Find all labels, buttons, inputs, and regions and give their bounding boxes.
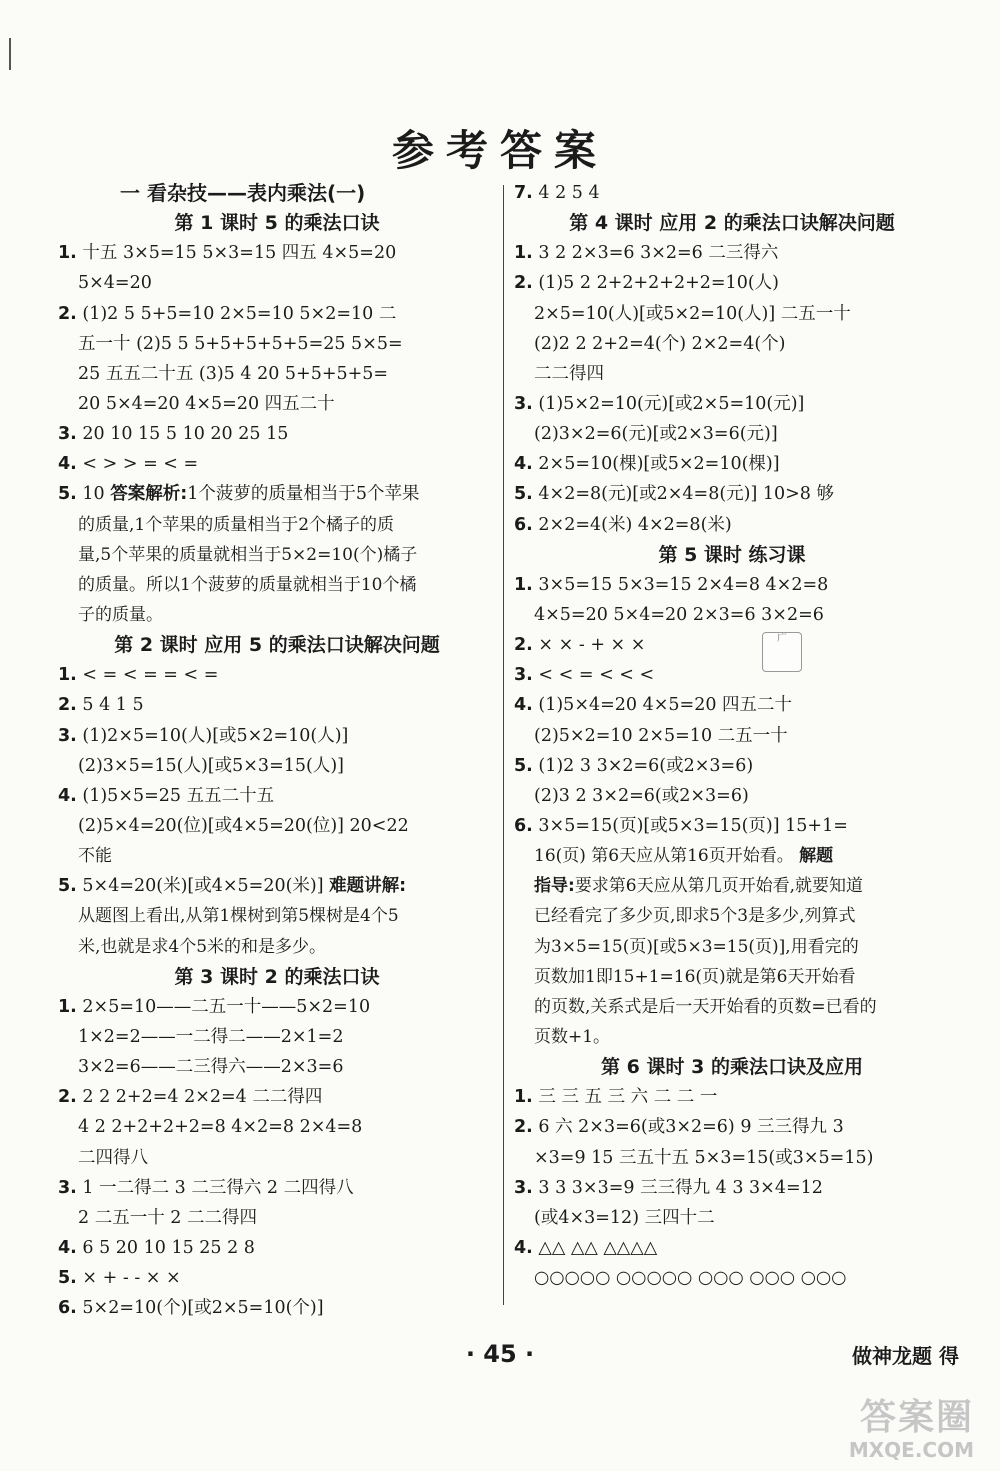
question-number: 1. xyxy=(514,243,533,264)
explanation-line xyxy=(58,600,496,630)
answer-line xyxy=(514,178,950,208)
answer-continuation xyxy=(514,781,950,811)
watermark-logo-url: MXQE.COM xyxy=(848,1438,974,1462)
explanation-line xyxy=(58,901,496,931)
answer-text: 二四得八 xyxy=(78,1147,148,1168)
answer-text: 6 六 2×3=6(或3×2=6) 9 三三得九 3 xyxy=(532,1117,844,1138)
explanation-line xyxy=(58,570,496,600)
answer-continuation xyxy=(514,359,950,389)
explanation-line xyxy=(514,932,950,962)
answer-text: 5×4=20(米)[或4×5=20(米)] xyxy=(76,876,330,897)
explanation-text: 从题图上看出,从第1棵树到第5棵树是4个5 xyxy=(78,906,399,927)
question-number: 6. xyxy=(58,1298,77,1319)
brand-text: 做神龙题 得 xyxy=(852,1344,959,1368)
lesson-heading xyxy=(58,962,496,992)
question-number: 3. xyxy=(58,725,77,746)
answer-line xyxy=(514,238,950,268)
answer-line xyxy=(58,1233,496,1263)
question-number: 3. xyxy=(58,1177,77,1198)
explanation-text: 的质量。所以1个菠萝的质量就相当于10个橘 xyxy=(78,574,417,595)
question-number: 5. xyxy=(58,1268,77,1289)
right-column xyxy=(514,178,950,1293)
question-number: 1. xyxy=(514,1087,533,1108)
answer-text: (2)3×5=15(人)[或5×3=15(人)] xyxy=(78,755,344,776)
answer-text: 5×2=10(个)[或2×5=10(个)] xyxy=(76,1298,324,1319)
lesson-heading xyxy=(514,1052,950,1082)
answer-text: 3×5=15 5×3=15 2×4=8 4×2=8 xyxy=(532,574,829,595)
question-number: 3. xyxy=(514,393,533,414)
answer-line xyxy=(514,660,950,690)
question-number: 5. xyxy=(514,484,533,505)
explanation-text: 的质量,1个苹果的质量相当于2个橘子的质 xyxy=(78,514,395,535)
answer-text: 十五 3×5=15 5×3=15 四五 4×5=20 xyxy=(76,243,397,264)
explanation-text: 16(页) 第6天应从第16页开始看。 xyxy=(534,846,800,867)
answer-text: 10 xyxy=(76,484,111,505)
answer-line xyxy=(58,238,496,268)
answer-text: 4×2=8(元)[或2×4=8(元)] 10>8 够 xyxy=(532,484,835,505)
lesson-heading-text: 第 6 课时 3 的乘法口诀及应用 xyxy=(601,1056,863,1079)
answer-line xyxy=(58,781,496,811)
lesson-heading-text: 第 3 课时 2 的乘法口诀 xyxy=(174,965,380,988)
answer-continuation xyxy=(58,268,496,298)
answer-text: (2)5×4=20(位)[或4×5=20(位)] 20<22 xyxy=(78,815,409,836)
lesson-heading-text: 第 4 课时 应用 2 的乘法口诀解决问题 xyxy=(569,212,895,235)
answer-continuation xyxy=(58,359,496,389)
answer-line xyxy=(58,660,496,690)
answer-continuation xyxy=(58,389,496,419)
answer-text: 4 2 5 4 xyxy=(532,183,600,203)
explanation-line xyxy=(58,932,496,962)
answer-line xyxy=(58,419,496,449)
question-number: 6. xyxy=(514,514,533,535)
answer-continuation xyxy=(58,1143,496,1173)
answer-text: 20 5×4=20 4×5=20 四五二十 xyxy=(78,393,335,414)
question-number: 3. xyxy=(58,424,77,445)
answer-continuation xyxy=(514,600,950,630)
answer-text: (1)5 2 2+2+2+2+2=10(人) xyxy=(532,273,779,294)
answer-text: (1)5×5=25 五五二十五 xyxy=(76,785,275,806)
page-number: · 45 · xyxy=(465,1340,535,1368)
explanation-text: 为3×5=15(页)[或5×3=15(页)],用看完的 xyxy=(534,936,859,957)
answer-line xyxy=(514,479,950,509)
answer-continuation xyxy=(58,1052,496,1082)
answer-text: 1×2=2——一二得二——2×1=2 xyxy=(78,1026,344,1047)
explanation-label: 指导: xyxy=(534,876,575,897)
answer-text: < = < = = < = xyxy=(76,665,219,686)
unit-heading xyxy=(58,178,496,208)
question-number: 1. xyxy=(58,665,77,686)
explanation-label: 解题 xyxy=(799,846,834,867)
column-divider xyxy=(503,185,504,1305)
question-number: 1. xyxy=(514,574,533,595)
answer-text: < > > = < = xyxy=(76,454,199,475)
answer-text: (1)2 3 3×2=6(或2×3=6) xyxy=(532,755,754,776)
answer-line xyxy=(58,1173,496,1203)
explanation-text: 米,也就是求4个5米的和是多少。 xyxy=(78,936,327,957)
question-number: 2. xyxy=(58,1087,77,1108)
page-title: 参考答案 xyxy=(391,126,608,175)
answer-line xyxy=(514,1173,950,1203)
answer-text: △△ △△ △△△△ xyxy=(532,1237,658,1258)
answer-text: 2×5=10——二五一十——5×2=10 xyxy=(76,996,371,1017)
answer-text: (1)5×2=10(元)[或2×5=10(元)] xyxy=(532,393,805,414)
answer-line xyxy=(514,449,950,479)
answer-line xyxy=(514,811,950,841)
answer-text: 4 2 2+2+2+2=8 4×2=8 2×4=8 xyxy=(78,1117,363,1138)
answer-text: 25 五五二十五 (3)5 4 20 5+5+5+5= xyxy=(78,363,389,384)
unit-heading-text: 一 看杂技——表内乘法(一) xyxy=(120,181,366,205)
answer-text: 2×5=10(棵)[或5×2=10(棵)] xyxy=(532,454,780,475)
answer-text: 5×4=20 xyxy=(78,273,152,294)
answer-continuation xyxy=(58,1203,496,1233)
answer-continuation xyxy=(58,1022,496,1052)
answer-text: 2×5=10(人)[或5×2=10(人)] 二五一十 xyxy=(534,303,851,324)
lesson-heading-text: 第 1 课时 5 的乘法口诀 xyxy=(174,212,380,235)
answer-line xyxy=(58,299,496,329)
answer-line xyxy=(58,449,496,479)
explanation-text: 已经看完了多少页,即求5个3是多少,列算式 xyxy=(534,906,856,927)
explanation-line xyxy=(514,901,950,931)
answer-line xyxy=(514,510,950,540)
question-number: 3. xyxy=(514,1177,533,1198)
explanation-line xyxy=(514,841,950,871)
lesson-heading xyxy=(514,540,950,570)
stamp-watermark xyxy=(762,632,802,672)
answer-continuation xyxy=(514,419,950,449)
explanation-label: 难题讲解: xyxy=(329,876,407,897)
question-number: 4. xyxy=(58,785,77,806)
answer-text: 3×5=15(页)[或5×3=15(页)] 15+1= xyxy=(532,815,848,836)
explanation-line xyxy=(58,540,496,570)
answer-text: 二二得四 xyxy=(534,363,604,384)
answer-line xyxy=(514,1112,950,1142)
answer-line xyxy=(514,690,950,720)
answer-text: (1)2 5 5+5=10 2×5=10 5×2=10 二 xyxy=(76,303,397,324)
answer-line xyxy=(514,630,950,660)
answer-continuation xyxy=(58,811,496,841)
answer-text: < < = < < < xyxy=(532,665,655,686)
explanation-label: 答案解析: xyxy=(110,484,188,505)
answer-text: 1 一二得二 3 二三得六 2 二四得八 xyxy=(76,1177,354,1198)
answer-text: 6 5 20 10 15 25 2 8 xyxy=(76,1237,255,1258)
answer-text: 3 2 2×3=6 3×2=6 二三得六 xyxy=(532,243,779,264)
explanation-text: 页数加1即15+1=16(页)就是第6天开始看 xyxy=(534,966,856,987)
explanation-line xyxy=(58,510,496,540)
question-number: 4. xyxy=(58,454,77,475)
answer-text: (2)3 2 3×2=6(或2×3=6) xyxy=(534,785,749,806)
answer-continuation xyxy=(514,1143,950,1173)
answer-text: ×3=9 15 三五十五 5×3=15(或3×5=15) xyxy=(534,1147,874,1168)
question-number: 7. xyxy=(514,183,533,203)
margin-mark xyxy=(9,38,11,70)
explanation-text: 子的质量。 xyxy=(78,604,163,625)
answer-text: (2)3×2=6(元)[或2×3=6(元)] xyxy=(534,424,778,445)
answer-continuation xyxy=(58,329,496,359)
question-number: 4. xyxy=(58,1237,77,1258)
answer-line xyxy=(514,268,950,298)
explanation-text: 的页数,关系式是后一天开始看的页数=已看的 xyxy=(534,996,877,1017)
answer-text: 2×2=4(米) 4×2=8(米) xyxy=(532,514,732,535)
question-number: 1. xyxy=(58,243,77,264)
question-number: 2. xyxy=(514,273,533,294)
answer-text: 3×2=6——二三得六——2×3=6 xyxy=(78,1057,344,1078)
question-number: 2. xyxy=(514,1117,533,1138)
answer-text: 2 2 2+2=4 2×2=4 二二得四 xyxy=(76,1087,323,1108)
answer-line xyxy=(514,751,950,781)
explanation-text: 1个菠萝的质量相当于5个苹果 xyxy=(187,484,420,505)
answer-text: 20 10 15 5 10 20 25 15 xyxy=(76,424,289,445)
question-number: 4. xyxy=(514,1237,533,1258)
question-number: 1. xyxy=(58,996,77,1017)
question-number: 6. xyxy=(514,815,533,836)
answer-text: (1)5×4=20 4×5=20 四五二十 xyxy=(532,695,793,716)
answer-text: 3 3 3×3=9 三三得九 4 3 3×4=12 xyxy=(532,1177,823,1198)
answer-line xyxy=(514,1082,950,1112)
answer-line xyxy=(58,1263,496,1293)
explanation-line xyxy=(514,1022,950,1052)
question-number: 2. xyxy=(58,303,77,324)
watermark-logo-main: 答案圈 xyxy=(859,1398,974,1438)
answer-line xyxy=(58,871,496,901)
lesson-heading-text: 第 2 课时 应用 5 的乘法口诀解决问题 xyxy=(114,634,440,657)
explanation-line xyxy=(514,871,950,901)
explanation-text: 要求第6天应从第几页开始看,就要知道 xyxy=(574,876,864,897)
answer-text: 三 三 五 三 六 二 二 一 xyxy=(532,1087,718,1108)
answer-text: (1)2×5=10(人)[或5×2=10(人)] xyxy=(76,725,349,746)
stamp-text: 广 xyxy=(777,633,787,644)
answer-text: (2)5×2=10 2×5=10 二五一十 xyxy=(534,725,788,746)
lesson-heading xyxy=(58,630,496,660)
question-number: 2. xyxy=(514,635,533,656)
lesson-heading xyxy=(514,208,950,238)
lesson-heading xyxy=(58,208,496,238)
answer-line xyxy=(514,389,950,419)
answer-text: 4×5=20 5×4=20 2×3=6 3×2=6 xyxy=(534,604,824,625)
left-column xyxy=(58,178,496,1323)
answer-text: × + - - × × xyxy=(76,1268,181,1289)
watermark-logo xyxy=(822,1398,974,1468)
question-number: 5. xyxy=(514,755,533,776)
answer-line xyxy=(58,690,496,720)
answer-line xyxy=(514,1233,950,1263)
answer-continuation xyxy=(514,721,950,751)
question-number: 2. xyxy=(58,695,77,716)
question-number: 5. xyxy=(58,876,77,897)
answer-continuation xyxy=(514,299,950,329)
answer-text: ○○○○○ ○○○○○ ○○○ ○○○ ○○○ xyxy=(534,1268,847,1289)
answer-line xyxy=(58,479,496,509)
answer-line xyxy=(514,570,950,600)
question-number: 4. xyxy=(514,695,533,716)
answer-continuation xyxy=(58,1112,496,1142)
answer-text: 2 二五一十 2 二二得四 xyxy=(78,1207,257,1228)
answer-text: 五一十 (2)5 5 5+5+5+5+5=25 5×5= xyxy=(78,333,403,354)
question-number: 3. xyxy=(514,665,533,686)
answer-line xyxy=(58,721,496,751)
answer-continuation xyxy=(514,329,950,359)
answer-continuation xyxy=(514,1203,950,1233)
answer-line xyxy=(58,1293,496,1323)
answer-continuation xyxy=(58,751,496,781)
answer-continuation xyxy=(514,1263,950,1293)
answer-text: × × - + × × xyxy=(532,635,646,656)
explanation-line xyxy=(514,992,950,1022)
explanation-text: 页数+1。 xyxy=(534,1026,611,1047)
question-number: 4. xyxy=(514,454,533,475)
answer-text: 5 4 1 5 xyxy=(76,695,144,716)
explanation-line xyxy=(58,841,496,871)
lesson-heading-text: 第 5 课时 练习课 xyxy=(658,543,806,566)
question-number: 5. xyxy=(58,484,77,505)
answer-line xyxy=(58,992,496,1022)
explanation-text: 不能 xyxy=(78,846,112,867)
explanation-line xyxy=(514,962,950,992)
answer-text: (2)2 2 2+2=4(个) 2×2=4(个) xyxy=(534,333,786,354)
answer-line xyxy=(58,1082,496,1112)
answer-text: (或4×3=12) 三四十二 xyxy=(534,1207,715,1228)
explanation-text: 量,5个苹果的质量就相当于5×2=10(个)橘子 xyxy=(78,544,418,565)
